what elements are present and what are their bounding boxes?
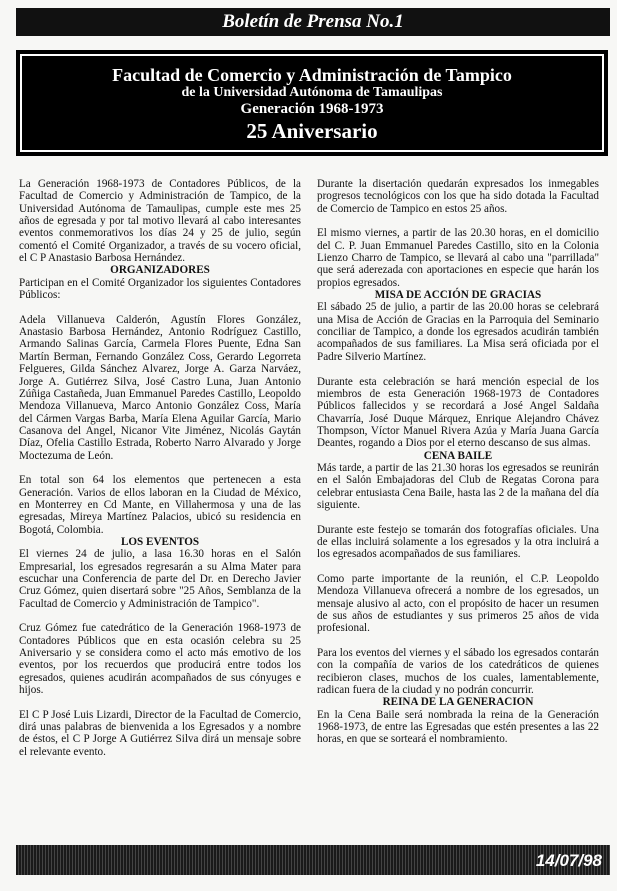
generation-label: Generación 1968-1973	[240, 101, 384, 117]
misa-paragraph-2: Durante esta celebración se hará mención especial de los miembros de esta Generación 1968-1973 de Contadores Públicos fallecidos y se recordará a José Angel Saldaña Chavarría, José Duque Márquez, Enrique Alejandro Chávez Thompson, Víctor Manuel Rivera Azúa y María Juana García Deantes, rogando a Dios por el eterno descanso de sus almas.	[317, 375, 599, 450]
misa-heading: MISA DE ACCIÓN DE GRACIAS	[374, 289, 542, 302]
masthead-frame	[20, 54, 604, 152]
misa-paragraph-1: El sábado 25 de julio, a partir de las 20.00 horas se celebrará una Misa de Acción de Gracias en la Parroquia del Seminario conciliar de Tampico, a donde los egresados acudirán también acompañados de sus familiares. La Misa será oficiada por el Padre Silverio Martínez.	[317, 301, 599, 363]
organizadores-intro: Participan en el Comité Organizador los siguientes Contadores Públicos:	[19, 276, 301, 302]
intro-paragraph: La Generación 1968-1973 de Contadores Públicos, de la Facultad de Comercio y Administración de Tampico, de la Universidad Autónoma de Tamaulipas, cumple este mes 25 años de egresada y por tal motivo llevará al cabo interesantes eventos conmemorativos los días 24 y 25 de julio, según comentó el Comité Organizador, a través de su vocero oficial, el C P Anastasio Barbosa Hernández.	[19, 178, 301, 265]
bulletin-title-bar	[16, 8, 610, 36]
cena-paragraph-1: Más tarde, a partir de las 21.30 horas los egresados se reunirán en el Salón Embajadoras del Club de Regatas Corona para celebrar entusiasta Cena Baile, hasta las 2 de la mañana del día siguiente.	[317, 461, 599, 511]
anniversary-title: 25 Aniversario	[246, 119, 378, 143]
masthead	[16, 50, 608, 156]
right-paragraph-2: El mismo viernes, a partir de las 20.30 horas, en el domicilio del C. P. Juan Emmanuel Paredes Castillo, sito en la Colonia Lienzo Charro de Tampico, se llevará al cabo una "parrillada" que será aderezada con aportaciones en especie que harán los propios egresados.	[317, 227, 599, 289]
cena-paragraph-2: Durante este festejo se tomarán dos fotografías oficiales. Una de ellas incluirá solamente a los egresados y la otra incluirá a los egresados acompañados de sus familiares.	[317, 523, 599, 561]
faculty-name: Facultad de Comercio y Administración de Tampico	[112, 65, 512, 85]
right-column	[317, 178, 599, 758]
reina-paragraph: En la Cena Baile será nombrada la reina de la Generación 1968-1973, de entre las Egresadas que estén presentes a las 22 horas, en que se sorteará el nombramiento.	[317, 708, 599, 746]
organizadores-heading: ORGANIZADORES	[110, 264, 210, 277]
eventos-paragraph-1: El viernes 24 de julio, a lasa 16.30 horas en el Salón Empresarial, los egresados regresarán a su Alma Mater para escuchar una Conferencia de parte del Dr. en Derecho Javier Cruz Gómez, quien disertará sobre "25 Años, Semblanza de la Facultad de Comercio y Administración de Tampico".	[19, 548, 301, 610]
eventos-heading: LOS EVENTOS	[120, 535, 200, 548]
total-paragraph: En total son 64 los elementos que pertenecen a esta Generación. Varios de ellos laboran en la Ciudad de México, en Monterrey en Cd Mante, en Villahermosa y una de las egresadas, Mireya Martínez Palacios, ubicó su residencia en Bogotá, Colombia.	[19, 474, 301, 536]
footer-bar	[16, 845, 610, 875]
university-name: de la Universidad Autónoma de Tamaulipas	[181, 85, 443, 100]
cena-paragraph-3: Como parte importante de la reunión, el C.P. Leopoldo Mendoza Villanueva ofrecerá a nombre de los egresados, un mensaje alusivo al acto, con el propósito de hacer un resumen de sus años de estudiantes y sus primeros 25 años de vida profesional.	[317, 573, 599, 635]
members-list: Adela Villanueva Calderón, Agustín Flores González, Anastasio Barbosa Hernández, Antonio Rodríguez Castillo, Armando Salinas García, Carmela Flores Puente, Edna San Martín Berman, Fernando González Coss, Gerardo Legorreta Felgueres, Gilda Sánchez Alvarez, Jorge A. Garza Narváez, Jorge A. Gutiérrez Silva, José Castro Luna, Juan Antonio Zúñiga Castañeda, Juan Emmanuel Paredes Castillo, Leopoldo Mendoza Villanueva, Marco Antonio González Coss, María del Cármen Vargas Barba, María Elena Aguilar García, Mario Casanova del Angel, Nicanor Vite Jiménez, Nicolás Gaytán Díaz, Ofelia Castillo Estrada, Roberto Narro Alvarado y Jorge Moctezuma de León.	[19, 313, 301, 462]
eventos-paragraph-3: El C P José Luis Lizardi, Director de la Facultad de Comercio, dirá unas palabras de bienvenida a los Egresados y a nombre de éstos, el C P Jorge A Gutiérrez Silva dirá un mensaje sobre el relevante evento.	[19, 708, 301, 758]
cena-paragraph-4: Para los eventos del viernes y el sábado los egresados contarán con la compañía de varios de los catedráticos de quienes recibieron clases, muchos de los cuales, lamentablemente, radican fuera de la ciudad y no podrán concurrir.	[317, 647, 599, 697]
bulletin-title: Boletín de Prensa No.1	[222, 11, 404, 32]
footer-date: 14/07/98	[535, 851, 602, 870]
eventos-paragraph-2: Cruz Gómez fue catedrático de la Generación 1968-1973 de Contadores Públicos que en esta ocasión celebra su 25 Aniversario y se considera como el acto más emotivo de los eventos, por los recuerdos que producirá entre todos los egresados, quienes acudirán acompañados de sus cónyuges e hijos.	[19, 622, 301, 697]
right-paragraph-1: Durante la disertación quedarán expresados los inmegables progresos tecnológicos con los que ha sido dotada la Facultad de Comercio de Tampico en estos 25 años.	[317, 178, 599, 215]
cena-heading: CENA BAILE	[423, 449, 493, 462]
left-column	[19, 178, 301, 771]
reina-heading: REINA DE LA GENERACION	[382, 696, 534, 709]
